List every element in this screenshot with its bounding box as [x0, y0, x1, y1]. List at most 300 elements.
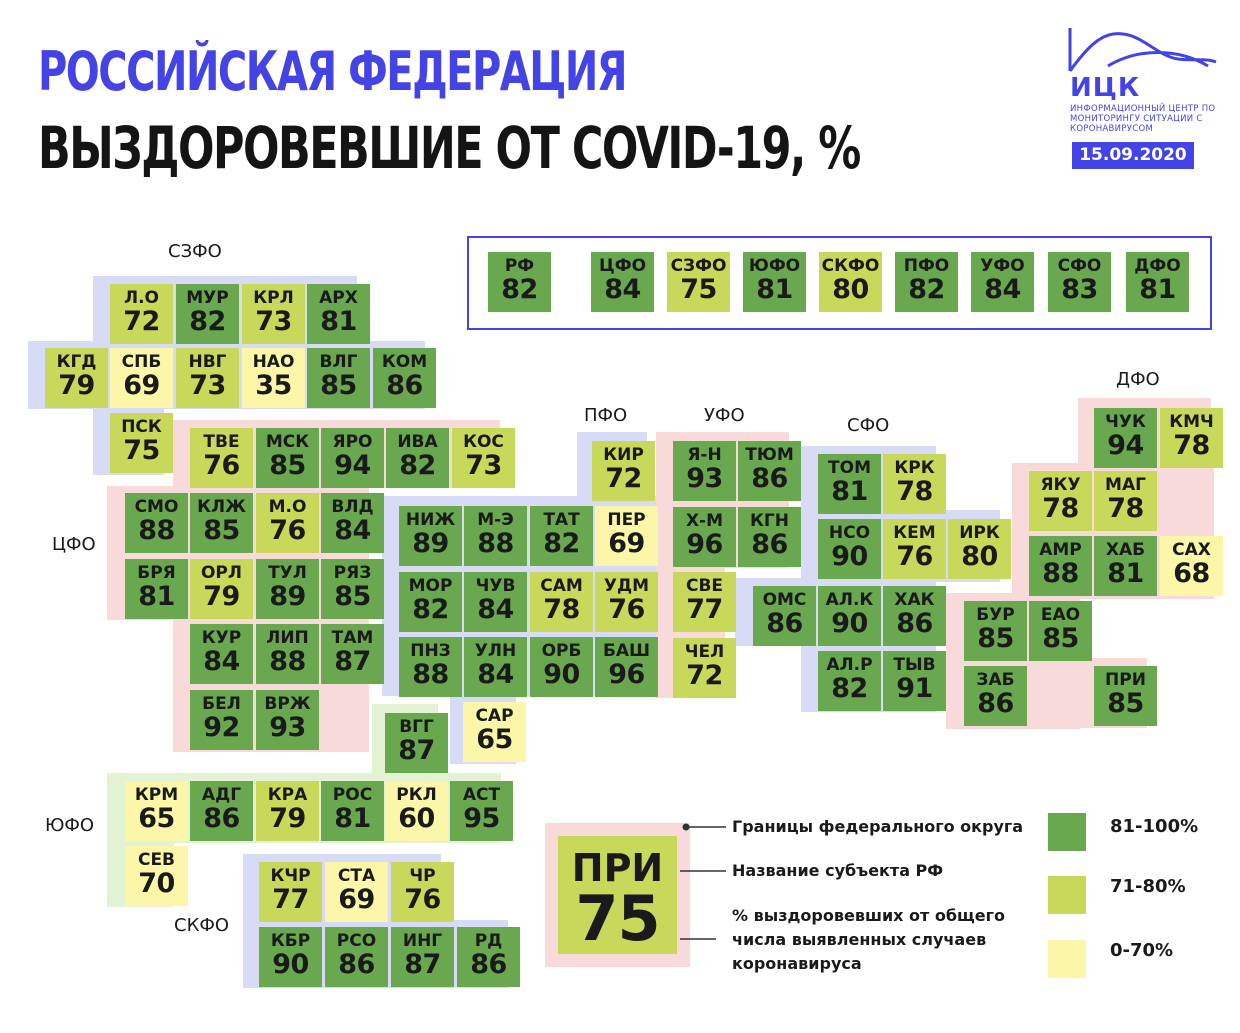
- summary-tile: [591, 252, 654, 312]
- recovery-percent: 84: [203, 646, 240, 677]
- region-code: М.О: [268, 497, 307, 517]
- recovery-percent: 88: [477, 528, 514, 559]
- recovery-percent: 82: [399, 450, 436, 481]
- region-tile: [673, 507, 736, 567]
- region-tile: [176, 284, 239, 344]
- region-code: МСК: [265, 432, 310, 452]
- region-tile: [190, 428, 253, 488]
- region-code: РСО: [336, 931, 377, 951]
- region-code: СФО: [1057, 256, 1102, 276]
- region-tile: [883, 586, 946, 646]
- region-tile: [530, 572, 593, 632]
- region-code: КГН: [750, 511, 789, 531]
- recovery-percent: 89: [269, 581, 306, 612]
- region-tile: [883, 519, 946, 579]
- region-tile: [110, 413, 173, 473]
- region-tile: [256, 781, 319, 841]
- title-subject: ВЫЗДОРОВЕВШИЕ ОТ COVID-19, %: [38, 114, 860, 182]
- recovery-percent: 78: [543, 594, 580, 625]
- recovery-percent: 78: [1173, 430, 1210, 461]
- region-tile: [259, 862, 322, 922]
- summary-tile: [1126, 252, 1189, 312]
- legend-percent-text: % выздоровевших от общего числа выявленных случаев коронавируса: [732, 906, 1005, 973]
- region-code: БУР: [976, 605, 1015, 625]
- region-tile: [738, 507, 801, 567]
- region-code: ТВЕ: [203, 432, 240, 452]
- recovery-percent: 79: [203, 581, 240, 612]
- region-tile: [818, 454, 881, 514]
- region-code: КЛЖ: [197, 497, 246, 517]
- region-tile: [110, 284, 173, 344]
- region-tile: [391, 862, 454, 922]
- recovery-percent: 86: [896, 608, 933, 639]
- recovery-percent: 76: [404, 884, 441, 915]
- district-label-dfo: ДФО: [1116, 369, 1160, 390]
- recovery-percent: 84: [984, 274, 1021, 305]
- region-code: СКФО: [821, 256, 880, 276]
- region-code: МУР: [186, 288, 229, 308]
- recovery-percent: 76: [269, 515, 306, 546]
- recovery-percent: 79: [269, 803, 306, 834]
- recovery-percent: 80: [961, 541, 998, 572]
- region-code: КОМ: [381, 352, 428, 372]
- region-tile: [964, 601, 1027, 661]
- legend-swatch-dark-green: [1048, 813, 1086, 851]
- recovery-percent: 81: [1139, 274, 1176, 305]
- recovery-percent: 88: [412, 659, 449, 690]
- recovery-percent: 65: [138, 803, 175, 834]
- legend-example-name: ПРИ: [571, 846, 664, 890]
- recovery-percent: 65: [476, 724, 513, 755]
- recovery-percent: 86: [766, 608, 803, 639]
- region-tile: [385, 713, 448, 773]
- region-tile: [964, 666, 1027, 726]
- region-code: КОС: [463, 432, 504, 452]
- region-tile: [125, 781, 188, 841]
- recovery-percent: 82: [831, 673, 868, 704]
- region-tile: [242, 348, 305, 408]
- recovery-percent: 82: [412, 594, 449, 625]
- legend-name-text: Название субъекта РФ: [732, 861, 944, 880]
- recovery-percent: 69: [338, 884, 375, 915]
- recovery-percent: 78: [1042, 493, 1079, 524]
- recovery-percent: 87: [404, 949, 441, 980]
- recovery-percent: 35: [255, 370, 292, 401]
- region-tile: [256, 559, 319, 619]
- region-tile: [1094, 666, 1157, 726]
- recovery-percent: 79: [58, 370, 95, 401]
- region-code: УДМ: [603, 576, 650, 596]
- region-tile: [1094, 536, 1157, 596]
- region-code: ЯРО: [332, 432, 373, 452]
- region-tile: [325, 862, 388, 922]
- recovery-percent: 72: [686, 660, 723, 691]
- recovery-percent: 81: [1107, 558, 1144, 589]
- region-tile: [948, 519, 1011, 579]
- region-tile: [818, 586, 881, 646]
- region-code: КГД: [56, 352, 97, 372]
- region-tile: [385, 781, 448, 841]
- district-label-szfo: СЗФО: [168, 241, 222, 262]
- region-tile: [595, 572, 658, 632]
- region-tile: [125, 559, 188, 619]
- region-tile: [738, 441, 801, 501]
- district-label-yufo: ЮФО: [45, 815, 95, 836]
- legend-pointer-lines: [680, 820, 730, 950]
- recovery-percent: 77: [272, 884, 309, 915]
- region-tile: [673, 638, 736, 698]
- region-tile: [242, 284, 305, 344]
- region-tile: [592, 441, 655, 501]
- region-code: АЛ.К: [825, 590, 874, 610]
- region-tile: [399, 506, 462, 566]
- region-code: ОМС: [762, 590, 807, 610]
- region-tile: [1160, 536, 1223, 596]
- region-tile: [125, 846, 188, 906]
- recovery-percent: 86: [977, 688, 1014, 719]
- region-code: СМО: [134, 497, 179, 517]
- region-code: СЕВ: [137, 850, 176, 870]
- region-tile: [883, 651, 946, 711]
- recovery-percent: 96: [686, 529, 723, 560]
- region-code: М-Э: [477, 510, 514, 530]
- region-code: ПЕР: [607, 510, 646, 530]
- region-code: ХАК: [894, 590, 935, 610]
- recovery-percent: 87: [334, 646, 371, 677]
- region-tile: [307, 348, 370, 408]
- title-region: РОССИЙСКАЯ ФЕДЕРАЦИЯ: [38, 40, 627, 103]
- region-tile: [325, 927, 388, 987]
- legend-range-low: 0-70%: [1110, 940, 1174, 961]
- recovery-percent: 68: [1173, 558, 1210, 589]
- recovery-percent: 86: [338, 949, 375, 980]
- region-code: ТЫВ: [893, 655, 936, 675]
- recovery-percent: 92: [203, 712, 240, 743]
- region-code: ЧР: [409, 866, 436, 886]
- region-code: БЕЛ: [202, 694, 241, 714]
- region-code: САМ: [540, 576, 583, 596]
- region-code: ПРИ: [1105, 670, 1146, 690]
- recovery-percent: 90: [272, 949, 309, 980]
- region-tile: [673, 441, 736, 501]
- recovery-percent: 86: [751, 529, 788, 560]
- region-tile: [457, 927, 520, 987]
- region-tile: [1029, 601, 1092, 661]
- region-tile: [399, 637, 462, 697]
- summary-tile: [1048, 252, 1111, 312]
- legend-range-high: 81-100%: [1110, 816, 1199, 837]
- region-code: КРЛ: [253, 288, 294, 308]
- region-code: ЦФО: [598, 256, 647, 276]
- region-code: НИЖ: [405, 510, 456, 530]
- legend-swatch-light-green: [1048, 876, 1086, 914]
- region-tile: [883, 454, 946, 514]
- region-code: ЗАБ: [976, 670, 1015, 690]
- region-code: ТУЛ: [268, 563, 307, 583]
- region-code: ДФО: [1134, 256, 1181, 276]
- recovery-percent: 95: [463, 803, 500, 834]
- recovery-percent: 88: [269, 646, 306, 677]
- recovery-percent: 84: [334, 515, 371, 546]
- recovery-percent: 86: [386, 370, 423, 401]
- district-label-skfo: СКФО: [174, 915, 230, 936]
- region-code: РФ: [504, 256, 535, 276]
- region-code: МАГ: [1105, 475, 1146, 495]
- region-tile: [190, 781, 253, 841]
- recovery-percent: 60: [398, 803, 435, 834]
- recovery-percent: 84: [477, 594, 514, 625]
- region-tile: [321, 559, 384, 619]
- recovery-percent: 90: [831, 608, 868, 639]
- region-tile: [463, 702, 526, 762]
- region-tile: [321, 428, 384, 488]
- region-code: ЧЕЛ: [684, 642, 725, 662]
- recovery-percent: 75: [123, 435, 160, 466]
- region-tile: [818, 519, 881, 579]
- region-tile: [45, 348, 108, 408]
- district-label-sfo: СФО: [847, 415, 890, 436]
- region-tile: [464, 637, 527, 697]
- region-code: КМЧ: [1169, 412, 1214, 432]
- region-code: УЛН: [474, 641, 517, 661]
- recovery-percent: 82: [189, 306, 226, 337]
- summary-tile: [819, 252, 882, 312]
- region-code: ПСК: [121, 417, 162, 437]
- region-code: РОС: [332, 785, 373, 805]
- recovery-percent: 69: [608, 528, 645, 559]
- region-tile: [1160, 408, 1223, 468]
- summary-tile: [743, 252, 806, 312]
- summary-tile: [667, 252, 730, 312]
- recovery-percent: 83: [1061, 274, 1098, 305]
- summary-tile: [488, 252, 551, 312]
- region-code: БРЯ: [137, 563, 176, 583]
- recovery-percent: 76: [896, 541, 933, 572]
- region-tile: [530, 506, 593, 566]
- recovery-percent: 85: [269, 450, 306, 481]
- region-code: ТАТ: [543, 510, 580, 530]
- region-code: ИРК: [959, 523, 1000, 543]
- recovery-percent: 70: [138, 868, 175, 899]
- recovery-percent: 78: [1107, 493, 1144, 524]
- recovery-percent: 81: [831, 476, 868, 507]
- recovery-percent: 81: [756, 274, 793, 305]
- region-code: ЮФО: [748, 256, 801, 276]
- region-code: ОРЛ: [200, 563, 243, 583]
- region-code: САР: [475, 706, 514, 726]
- region-code: КРА: [267, 785, 308, 805]
- recovery-percent: 88: [1042, 558, 1079, 589]
- recovery-percent: 91: [896, 673, 933, 704]
- region-code: РЯЗ: [333, 563, 372, 583]
- region-code: АМР: [1039, 540, 1082, 560]
- region-code: АЛ.Р: [826, 655, 873, 675]
- region-tile: [256, 428, 319, 488]
- region-tile: [595, 637, 658, 697]
- region-code: КБР: [270, 931, 311, 951]
- region-code: ВЛГ: [319, 352, 358, 372]
- region-code: АРХ: [319, 288, 358, 308]
- region-code: ВЛД: [331, 497, 374, 517]
- recovery-percent: 84: [477, 659, 514, 690]
- region-code: СТА: [337, 866, 376, 886]
- region-code: Я-Н: [687, 445, 722, 465]
- region-tile: [464, 506, 527, 566]
- region-code: АСТ: [462, 785, 501, 805]
- recovery-percent: 73: [255, 306, 292, 337]
- region-code: СЗФО: [670, 256, 727, 276]
- region-code: КРМ: [134, 785, 179, 805]
- region-code: АДГ: [201, 785, 242, 805]
- region-code: Л.О: [123, 288, 160, 308]
- recovery-percent: 76: [608, 594, 645, 625]
- recovery-percent: 82: [501, 274, 538, 305]
- recovery-percent: 80: [832, 274, 869, 305]
- recovery-percent: 86: [203, 803, 240, 834]
- region-tile: [373, 348, 436, 408]
- region-code: ПНЗ: [410, 641, 451, 661]
- region-code: УФО: [980, 256, 1025, 276]
- legend-range-mid: 71-80%: [1110, 876, 1186, 897]
- recovery-percent: 87: [398, 735, 435, 766]
- region-code: ТАМ: [331, 628, 374, 648]
- recovery-percent: 72: [605, 463, 642, 494]
- summary-tile: [971, 252, 1034, 312]
- recovery-percent: 85: [334, 581, 371, 612]
- region-tile: [321, 781, 384, 841]
- legend-example-tile: [558, 836, 677, 954]
- region-tile: [256, 624, 319, 684]
- region-code: ИНГ: [402, 931, 443, 951]
- legend-example-border: [545, 823, 690, 967]
- recovery-percent: 76: [203, 450, 240, 481]
- region-tile: [452, 428, 515, 488]
- region-code: НСО: [828, 523, 871, 543]
- region-code: ЧУК: [1105, 412, 1146, 432]
- region-code: КЧР: [270, 866, 311, 886]
- logo-name: ИЦК: [1070, 73, 1141, 103]
- district-label-cfo: ЦФО: [52, 534, 96, 555]
- recovery-percent: 86: [751, 463, 788, 494]
- recovery-percent: 82: [543, 528, 580, 559]
- region-code: ИВА: [397, 432, 438, 452]
- region-code: НВГ: [188, 352, 227, 372]
- region-code: Х-М: [685, 511, 724, 531]
- region-tile: [125, 493, 188, 553]
- region-code: ЛИП: [266, 628, 309, 648]
- region-code: СПБ: [121, 352, 162, 372]
- region-tile: [259, 927, 322, 987]
- region-tile: [307, 284, 370, 344]
- region-code: ЧУВ: [475, 576, 516, 596]
- region-code: КИР: [603, 445, 644, 465]
- region-tile: [256, 690, 319, 750]
- region-code: КРК: [894, 458, 935, 478]
- recovery-percent: 73: [465, 450, 502, 481]
- region-tile: [321, 493, 384, 553]
- recovery-percent: 77: [686, 594, 723, 625]
- recovery-percent: 94: [334, 450, 371, 481]
- recovery-percent: 81: [334, 803, 371, 834]
- region-tile: [753, 586, 816, 646]
- region-tile: [110, 348, 173, 408]
- legend-example-value: 75: [575, 882, 660, 955]
- region-tile: [1029, 536, 1092, 596]
- recovery-percent: 86: [470, 949, 507, 980]
- region-code: ПФО: [903, 256, 950, 276]
- region-tile: [818, 651, 881, 711]
- region-code: ЯКУ: [1040, 475, 1081, 495]
- region-tile: [1094, 408, 1157, 468]
- recovery-percent: 78: [896, 476, 933, 507]
- region-tile: [190, 690, 253, 750]
- recovery-percent: 90: [831, 541, 868, 572]
- recovery-percent: 73: [189, 370, 226, 401]
- recovery-percent: 85: [320, 370, 357, 401]
- recovery-percent: 84: [604, 274, 641, 305]
- region-tile: [1094, 471, 1157, 531]
- region-tile: [190, 624, 253, 684]
- recovery-percent: 89: [412, 528, 449, 559]
- region-code: КЕМ: [893, 523, 936, 543]
- recovery-percent: 81: [138, 581, 175, 612]
- recovery-percent: 93: [269, 712, 306, 743]
- region-code: РД: [474, 931, 503, 951]
- region-code: СВЕ: [685, 576, 724, 596]
- region-code: БАШ: [602, 641, 651, 661]
- region-code: ХАБ: [1105, 540, 1146, 560]
- region-tile: [673, 572, 736, 632]
- recovery-percent: 85: [977, 623, 1014, 654]
- legend-border-text: Границы федерального округа: [732, 817, 1024, 836]
- region-tile: [321, 624, 384, 684]
- region-tile: [464, 572, 527, 632]
- recovery-percent: 88: [138, 515, 175, 546]
- region-tile: [386, 428, 449, 488]
- region-tile: [391, 927, 454, 987]
- recovery-percent: 96: [608, 659, 645, 690]
- region-tile: [256, 493, 319, 553]
- recovery-percent: 82: [908, 274, 945, 305]
- recovery-percent: 69: [123, 370, 160, 401]
- region-code: САХ: [1172, 540, 1211, 560]
- recovery-percent: 72: [123, 306, 160, 337]
- region-code: ВГГ: [399, 717, 434, 737]
- region-tile: [176, 348, 239, 408]
- region-tile: [595, 506, 658, 566]
- recovery-percent: 85: [203, 515, 240, 546]
- region-code: НАО: [252, 352, 295, 372]
- region-code: РКЛ: [396, 785, 437, 805]
- region-code: КУР: [201, 628, 242, 648]
- region-tile: [399, 572, 462, 632]
- recovery-percent: 75: [680, 274, 717, 305]
- region-tile: [1029, 471, 1092, 531]
- summary-tile: [895, 252, 958, 312]
- region-tile: [530, 637, 593, 697]
- legend-swatch-pale-yellow: [1048, 940, 1086, 978]
- report-date: 15.09.2020: [1072, 142, 1194, 169]
- region-code: МОР: [408, 576, 453, 596]
- region-code: ТЮМ: [745, 445, 794, 465]
- region-tile: [190, 493, 253, 553]
- district-label-ufo: УФО: [704, 405, 745, 426]
- region-code: ТОМ: [828, 458, 871, 478]
- region-code: ВРЖ: [264, 694, 311, 714]
- recovery-percent: 94: [1107, 430, 1144, 461]
- region-tile: [450, 781, 513, 841]
- recovery-percent: 81: [320, 306, 357, 337]
